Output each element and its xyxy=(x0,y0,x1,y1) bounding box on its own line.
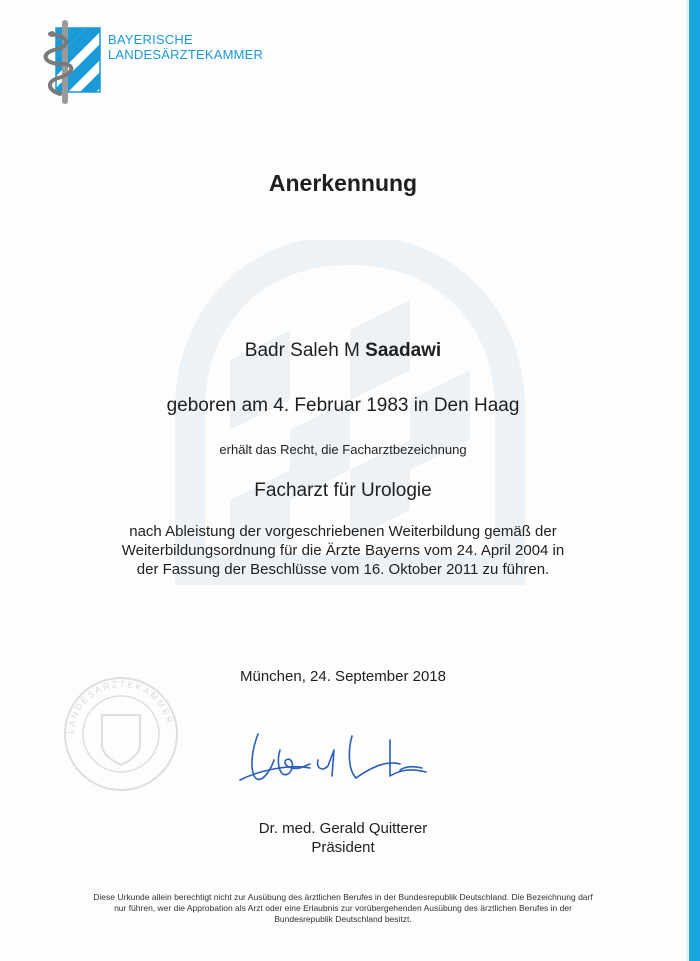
signatory-role: Präsident xyxy=(311,839,375,856)
legal-basis-paragraph xyxy=(0,522,686,579)
signatory-block xyxy=(0,819,686,857)
page-edge-strip xyxy=(689,0,700,961)
footer-line: nur führen, wer die Approbation als Arzt oder eine Erlaubnis zur vorübergehenden Ausübung des ärztlichen Berufes in der xyxy=(114,903,572,913)
paragraph-line: der Fassung der Beschlüsse vom 16. Oktober 2011 zu führen. xyxy=(136,561,550,578)
paragraph-line: nach Ableistung der vorgeschriebenen Weiterbildung gemäß der xyxy=(129,523,557,540)
handwritten-signature-icon xyxy=(230,720,450,800)
organization-name-line1: BAYERISCHE xyxy=(108,32,193,47)
paragraph-line: Weiterbildungsordnung für die Ärzte Bayerns vom 24. April 2004 in xyxy=(121,542,565,559)
recipient-given-names: Badr Saleh M xyxy=(244,340,360,361)
recipient-name xyxy=(0,340,686,362)
footer-line: Diese Urkunde allein berechtigt nicht zur Ausübung des ärztlichen Berufes in der Bundesrepublik Deutschland. Die Bezeichnung darf xyxy=(93,892,593,902)
footer-line: Bundesrepublik Deutschland besitzt. xyxy=(274,914,412,924)
place-and-date: München, 24. September 2018 xyxy=(240,668,446,685)
legal-footer-note xyxy=(0,892,686,925)
entitlement-line: erhält das Recht, die Facharztbezeichnung xyxy=(219,442,467,457)
birth-details: geboren am 4. Februar 1983 in Den Haag xyxy=(166,395,520,416)
specialty-title: Facharzt für Urologie xyxy=(254,480,432,501)
recipient-surname: Saadawi xyxy=(365,340,442,361)
certificate-title: Anerkennung xyxy=(268,170,418,196)
embossed-seal-icon xyxy=(62,675,180,793)
organization-name-line2: LANDESÄRZTEKAMMER xyxy=(108,47,264,62)
bavarian-staff-of-aesculapius-icon xyxy=(40,20,104,104)
signatory-name: Dr. med. Gerald Quitterer xyxy=(258,820,428,837)
organization-name xyxy=(108,32,263,62)
seal-text: LANDESÄRZTEKAMMER xyxy=(65,678,176,735)
